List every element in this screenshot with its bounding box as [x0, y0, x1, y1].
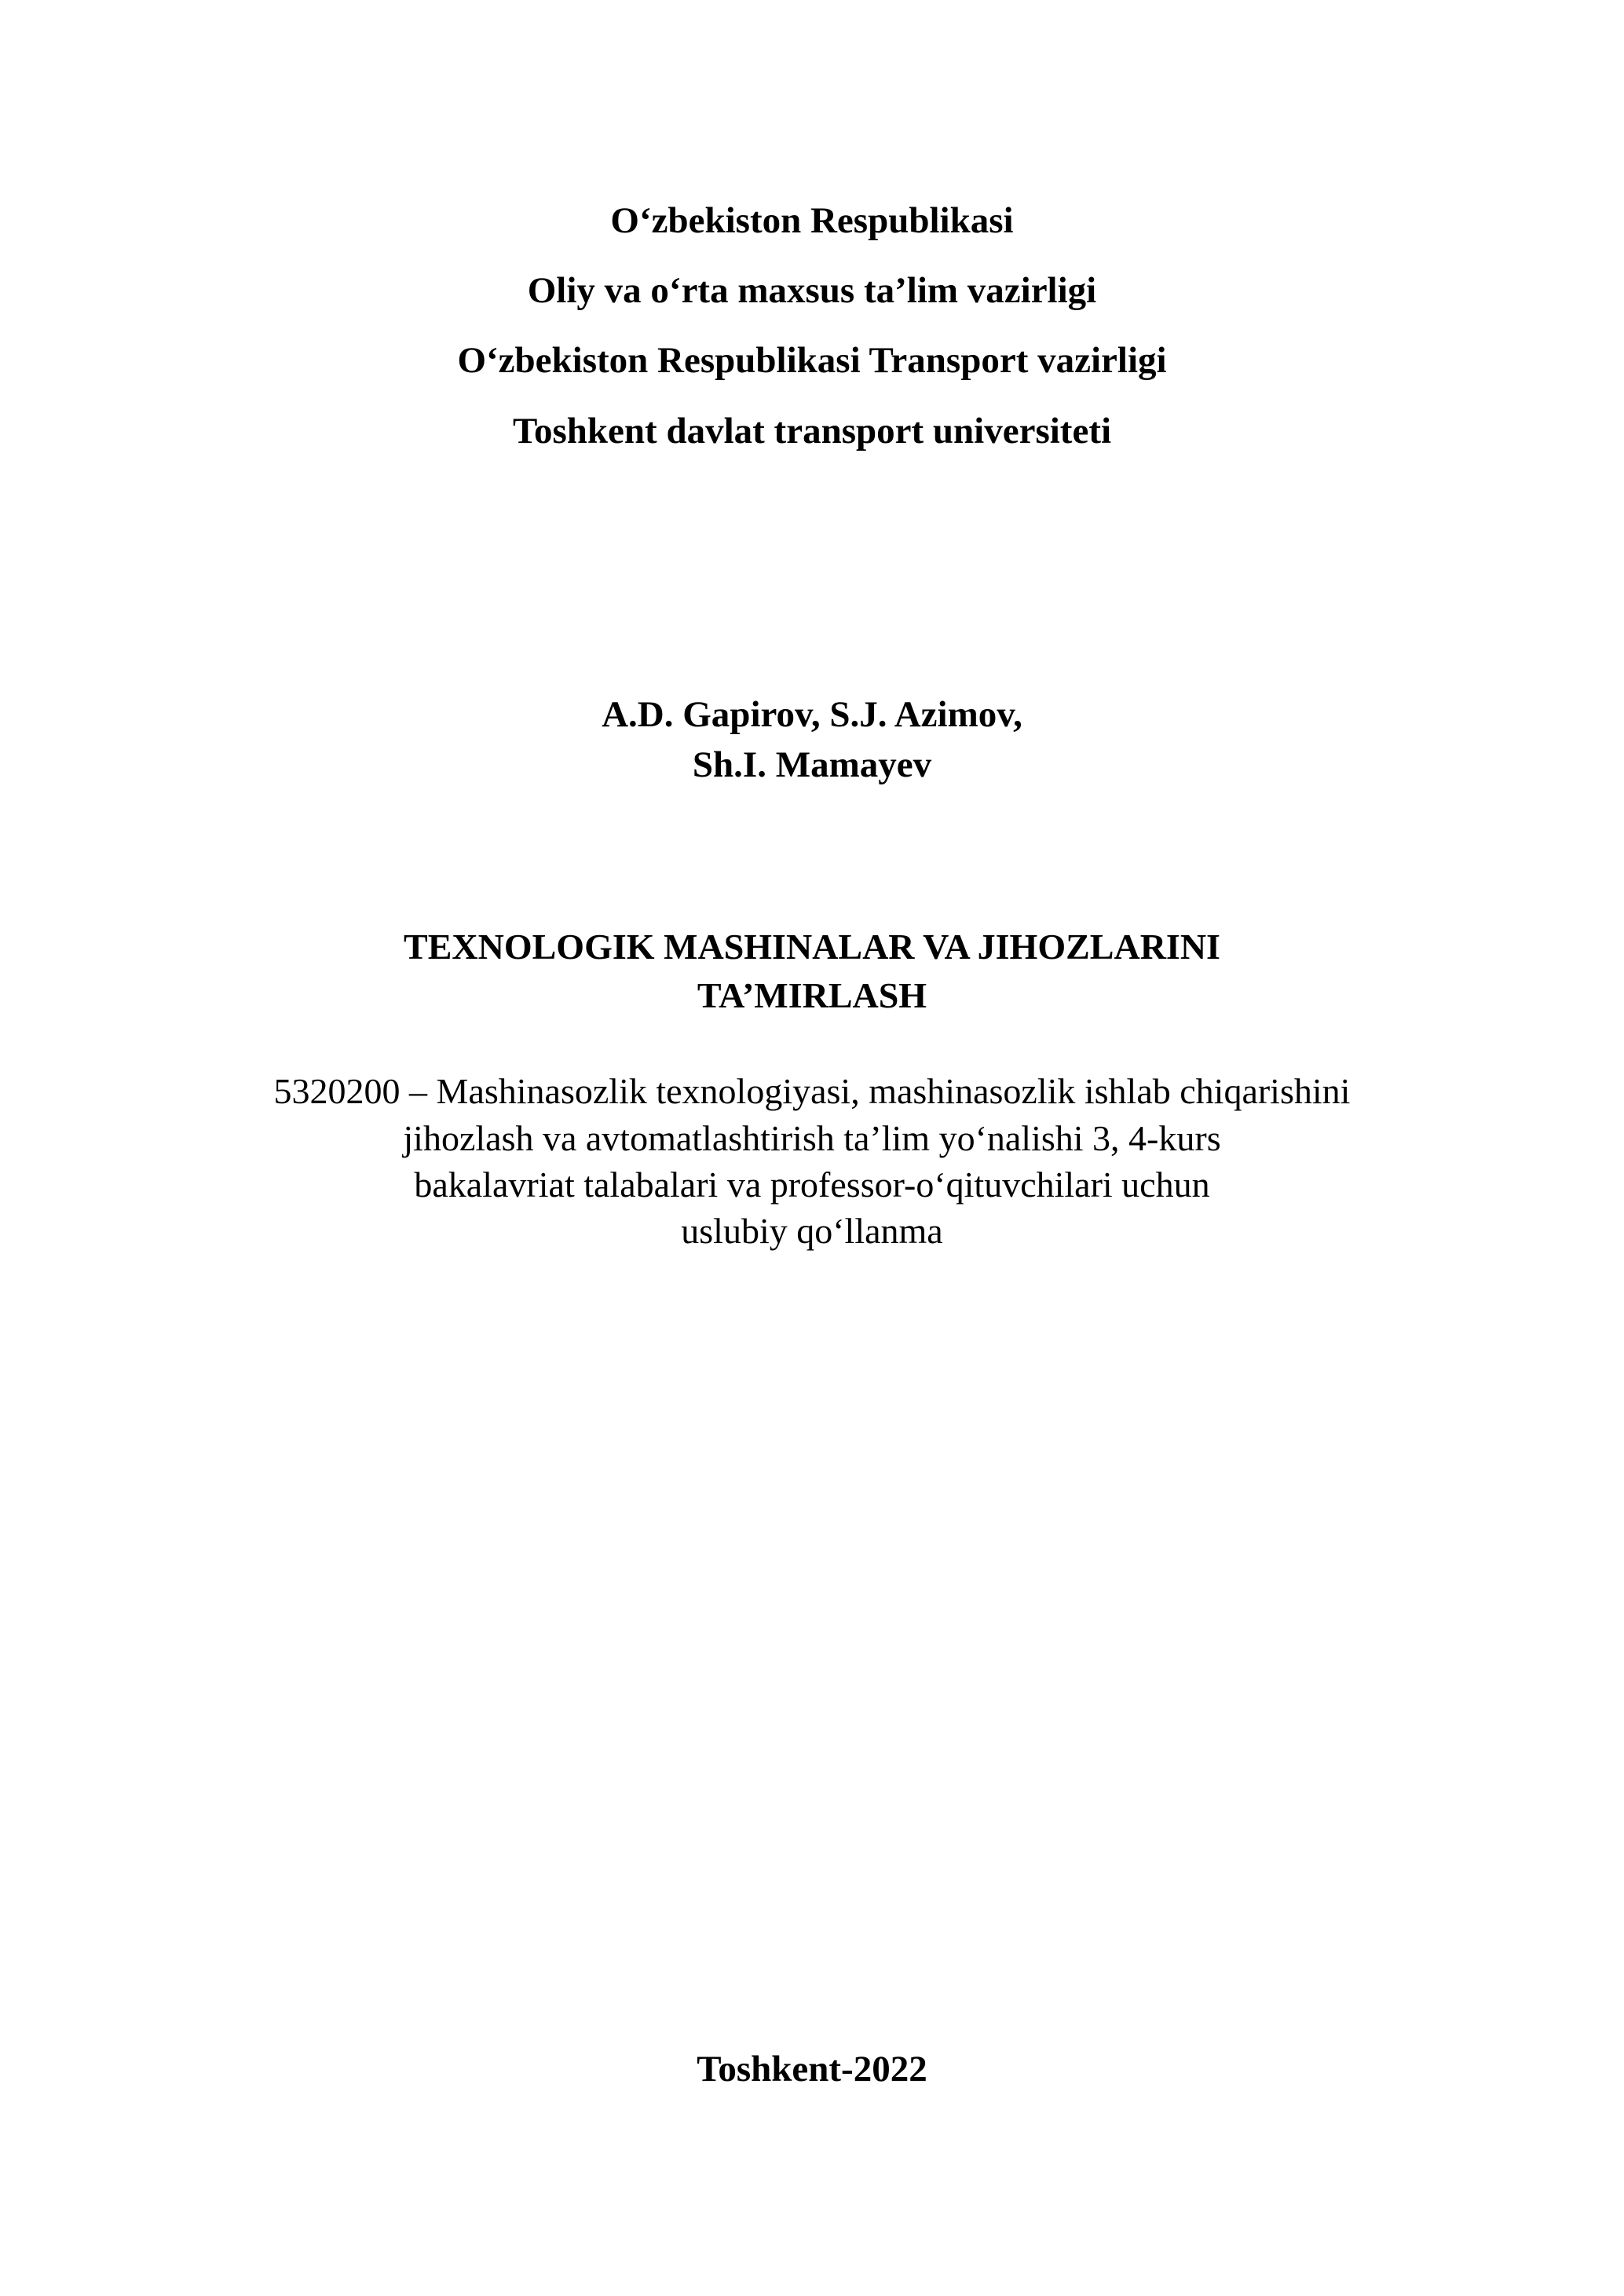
- description-line-4: uslubiy qo‘llanma: [681, 1211, 943, 1251]
- authors-line-1: A.D. Gapirov, S.J. Azimov,: [602, 694, 1022, 735]
- description-line-2: jihozlash va avtomatlashtirish ta’lim yo‘nalishi 3, 4-kurs: [403, 1118, 1221, 1158]
- header-line-republic: O‘zbekiston Respublikasi: [610, 200, 1014, 241]
- description-line-1: 5320200 – Mashinasozlik texnologiyasi, mashinasozlik ishlab chiqarishini: [273, 1071, 1351, 1111]
- description-line-3: bakalavriat talabalari va professor-o‘qituvchilari uchun: [414, 1164, 1210, 1205]
- book-title-line-1: TEXNOLOGIK MASHINALAR VA JIHOZLARINI: [404, 927, 1220, 967]
- header-line-ministry-education: Oliy va o‘rta maxsus ta’lim vazirligi: [527, 270, 1097, 311]
- header-line-university: Toshkent davlat transport universiteti: [512, 411, 1112, 452]
- book-title-line-2: TA’MIRLASH: [697, 975, 927, 1015]
- header-line-ministry-transport: O‘zbekiston Respublikasi Transport vazirligi: [457, 340, 1167, 381]
- authors-line-2: Sh.I. Mamayev: [692, 744, 932, 785]
- footer-city-year: Toshkent-2022: [697, 2049, 927, 2089]
